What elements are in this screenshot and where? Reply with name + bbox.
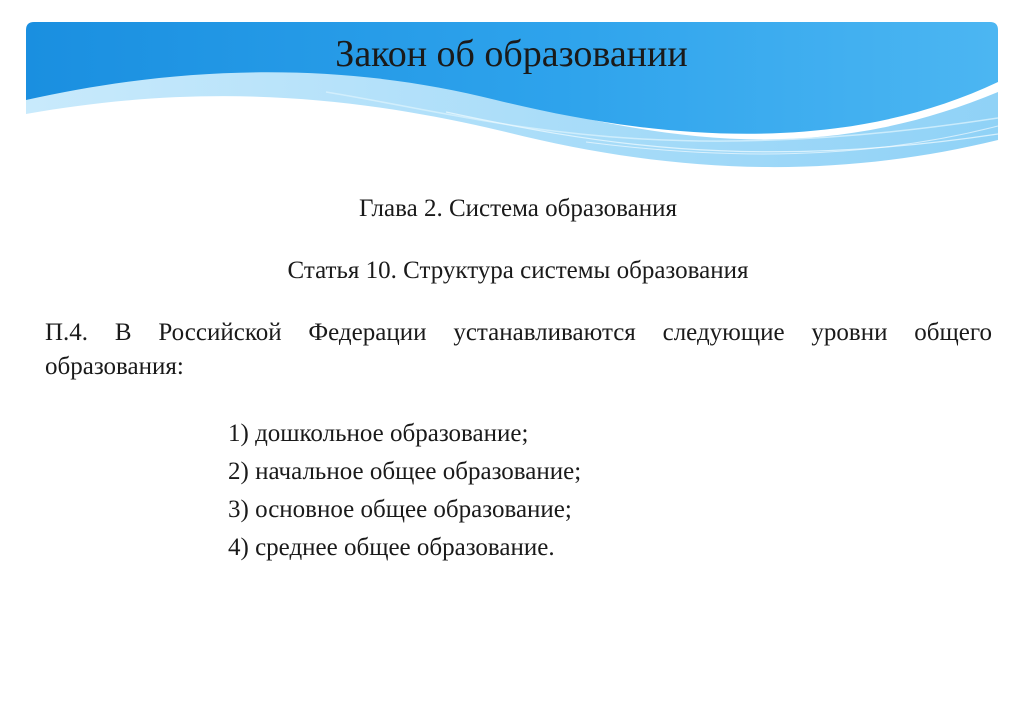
slide-title: Закон об образовании — [335, 33, 688, 75]
education-levels-list — [228, 415, 581, 567]
chapter-heading: Глава 2. Система образования — [358, 195, 677, 222]
list-item: 2) начальное общее образование; — [228, 458, 582, 485]
article-heading: Статья 10. Структура системы образования — [287, 257, 749, 284]
list-item: 3) основное общее образование; — [228, 496, 572, 523]
paragraph-text: П.4. В Российской Федерации устанавливаются следующие уровни общего образования: — [45, 319, 992, 380]
list-item: 4) среднее общее образование. — [228, 534, 555, 561]
list-item: 1) дошкольное образование; — [228, 420, 529, 447]
